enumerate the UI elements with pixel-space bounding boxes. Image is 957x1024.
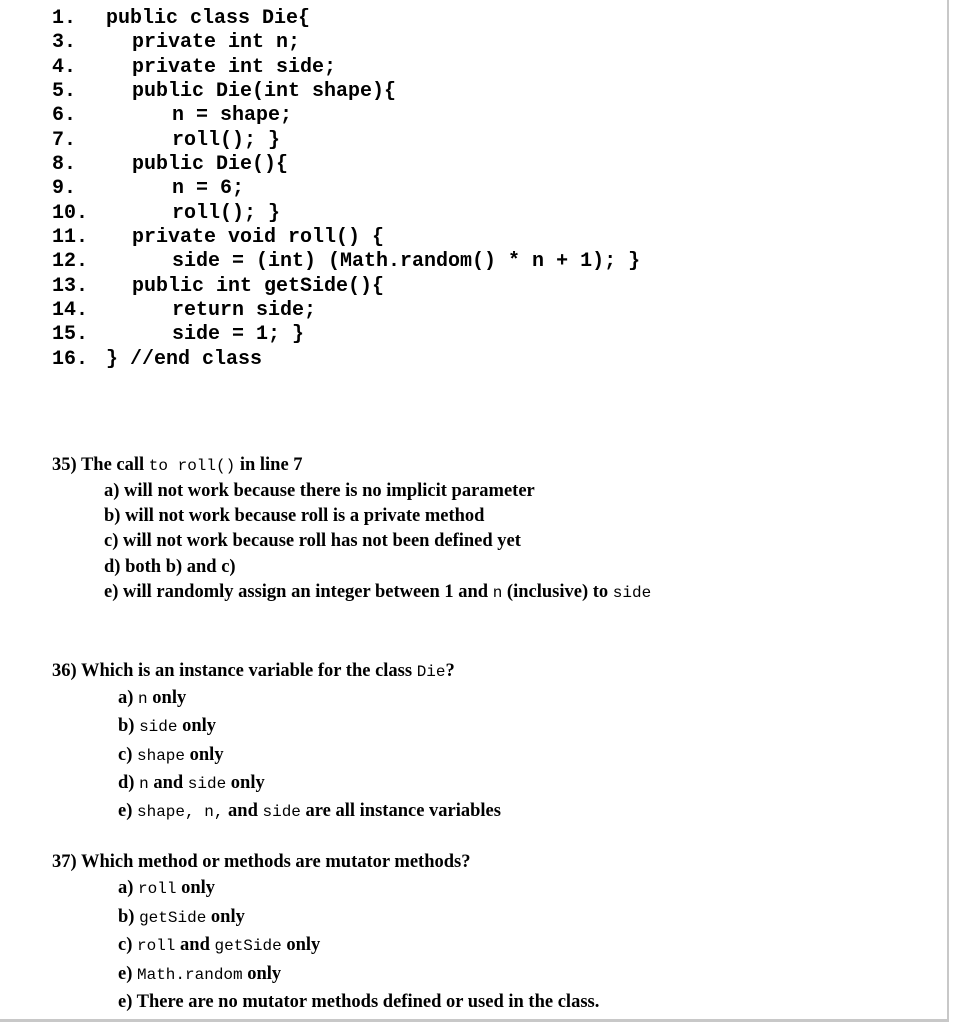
code-line: [52, 348, 640, 372]
code-text: side = 1; }: [172, 323, 305, 347]
answer-option: [104, 479, 651, 504]
code-text: private int n;: [132, 31, 301, 55]
code-text: roll(); }: [172, 201, 281, 225]
question-37-stem: [52, 849, 599, 875]
inline-code: n: [139, 774, 149, 793]
answer-option: [118, 875, 599, 904]
line-number: 12.: [52, 250, 89, 274]
code-line: [52, 104, 640, 128]
inline-code: roll: [137, 937, 176, 955]
inline-code: to roll(): [148, 457, 236, 475]
inline-code: side: [187, 774, 227, 793]
answer-option: [104, 504, 651, 529]
answer-option: [104, 580, 651, 606]
inline-code: side: [139, 718, 178, 737]
line-number: 4.: [52, 55, 77, 79]
text-segment: b): [118, 716, 140, 737]
question-36: [52, 658, 501, 826]
text-segment: and: [223, 801, 263, 822]
code-text: public Die(){: [132, 153, 289, 177]
text-segment: 37) Which method or methods are mutator methods?: [52, 852, 471, 872]
answer-option: [118, 685, 501, 713]
text-segment: and: [175, 935, 215, 955]
code-line: [52, 250, 640, 274]
text-segment: only: [206, 906, 245, 927]
answer-option: [118, 961, 599, 990]
code-line: [52, 323, 640, 347]
text-segment: b) will not work because roll is a private method: [104, 506, 485, 527]
text-segment: and: [148, 772, 188, 793]
inline-code: shape, n,: [137, 803, 224, 822]
text-segment: d): [118, 772, 140, 793]
line-number: 14.: [52, 299, 89, 323]
answer-option: [118, 770, 501, 798]
code-text: n = 6;: [172, 177, 245, 201]
code-line: [52, 275, 640, 299]
code-text: n = shape;: [172, 104, 293, 128]
code-text: return side;: [172, 299, 317, 323]
inline-code: Die: [416, 663, 446, 681]
inline-code: shape: [137, 746, 186, 765]
answer-option: [118, 904, 599, 933]
text-segment: 35) The call: [52, 455, 149, 475]
code-line: [52, 56, 640, 80]
text-segment: c) will not work because roll has not been defined yet: [104, 531, 521, 552]
code-line: [52, 153, 640, 177]
code-line: [52, 129, 640, 153]
text-segment: only: [177, 716, 217, 737]
inline-code: n: [492, 583, 503, 602]
text-segment: only: [226, 772, 265, 793]
inline-code: roll: [138, 880, 177, 898]
line-number: 11.: [52, 226, 89, 250]
text-segment: d) both b) and c): [104, 556, 236, 577]
code-text: roll(); }: [172, 128, 281, 152]
line-number: 16.: [52, 347, 89, 371]
text-segment: only: [147, 688, 187, 708]
question-36-stem: [52, 658, 501, 685]
line-number: 6.: [52, 104, 77, 128]
code-text: public int getSide(){: [132, 274, 385, 298]
question-35: [52, 452, 651, 606]
inline-code: getSide: [214, 937, 282, 955]
answer-option: [118, 742, 501, 770]
answer-option: [118, 989, 599, 1017]
code-line: [52, 31, 640, 55]
text-segment: only: [185, 744, 224, 765]
code-text: public Die(int shape){: [132, 80, 397, 104]
text-segment: b): [118, 906, 140, 927]
text-segment: only: [176, 878, 216, 898]
text-segment: c): [118, 935, 137, 955]
code-line: [52, 177, 640, 201]
question-37: [52, 849, 599, 1017]
text-segment: e): [118, 801, 137, 822]
text-segment: e): [118, 963, 137, 984]
text-segment: e) There are no mutator methods defined or used in the class.: [118, 992, 600, 1012]
code-line: [52, 299, 640, 323]
code-line: [52, 226, 640, 250]
answer-option: [104, 555, 651, 580]
code-text: private int side;: [132, 55, 337, 79]
inline-code: getSide: [139, 908, 207, 927]
text-segment: 36) Which is an instance variable for the class: [52, 661, 417, 681]
line-number: 8.: [52, 153, 77, 177]
line-number: 10.: [52, 201, 89, 225]
answer-option: [118, 713, 501, 741]
text-segment: only: [242, 963, 282, 984]
line-number: 7.: [52, 128, 77, 152]
code-line: [52, 7, 640, 31]
text-segment: a): [118, 688, 139, 708]
line-number: 5.: [52, 80, 77, 104]
line-number: 9.: [52, 177, 77, 201]
text-segment: a) will not work because there is no implicit parameter: [104, 481, 535, 501]
text-segment: e) will randomly assign an integer between 1 and: [104, 581, 493, 602]
code-line: [52, 80, 640, 104]
text-segment: are all instance variables: [300, 801, 501, 822]
line-number: 13.: [52, 274, 89, 298]
code-line: [52, 202, 640, 226]
answer-option: [118, 932, 599, 961]
text-segment: ?: [445, 661, 455, 681]
question-35-stem: [52, 452, 651, 479]
answer-option: [118, 798, 501, 826]
question-35-options: [52, 479, 651, 606]
line-number: 3.: [52, 31, 77, 55]
line-number: 1.: [52, 7, 77, 30]
inline-code: Math.random: [137, 965, 243, 984]
text-segment: only: [281, 935, 321, 955]
text-segment: c): [118, 744, 137, 765]
inline-code: side: [612, 583, 652, 602]
question-37-options: [52, 875, 599, 1017]
text-segment: in line 7: [235, 455, 303, 475]
code-text: private void roll() {: [132, 226, 385, 250]
text-segment: (inclusive) to: [502, 581, 613, 602]
inline-code: side: [262, 803, 301, 822]
text-segment: a): [118, 878, 139, 898]
code-text: } //end class: [106, 347, 263, 371]
question-36-options: [52, 685, 501, 826]
code-text: side = (int) (Math.random() * n + 1); }: [172, 250, 641, 274]
line-number: 15.: [52, 323, 89, 347]
code-text: public class Die{: [106, 7, 311, 30]
code-listing: [52, 7, 640, 372]
inline-code: n: [138, 690, 148, 708]
answer-option: [104, 529, 651, 554]
